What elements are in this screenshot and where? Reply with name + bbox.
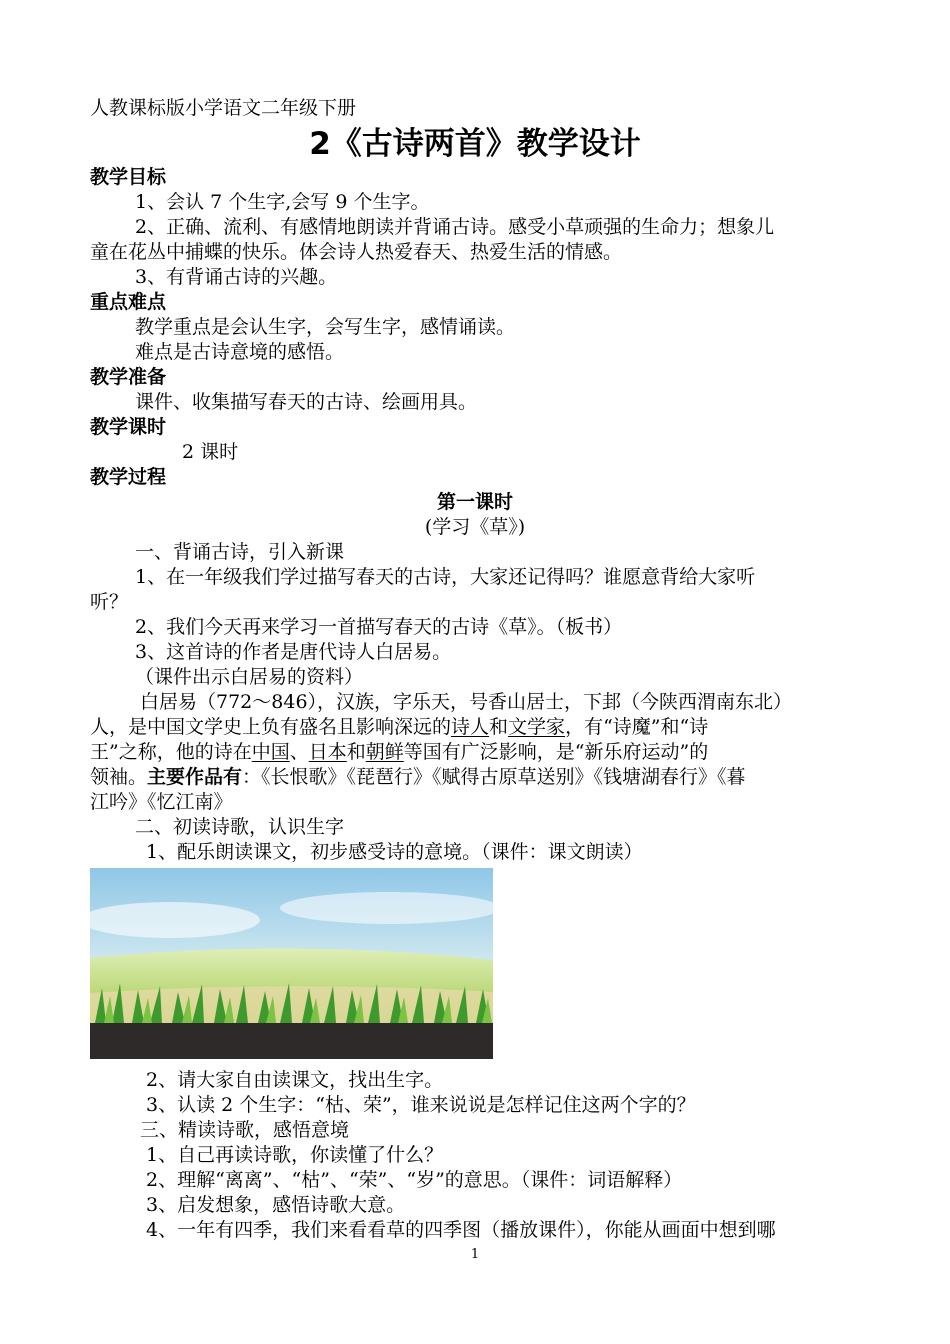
step-item: 1、在一年级我们学过描写春天的古诗，大家还记得吗？谁愿意背给大家听: [135, 566, 756, 588]
bio-text: 和: [346, 741, 366, 763]
step-item: 2、理解“离离”、“枯”、“荣”、“岁”的意思。（课件：词语解释）: [146, 1169, 683, 1191]
section-heading-key: 重点难点: [90, 291, 167, 313]
document-page-continued: [90, 1068, 860, 1243]
step-item: 1、自己再读诗歌，你读懂了什么？: [146, 1144, 444, 1166]
step-item: （课件出示白居易的资料）: [135, 666, 364, 688]
key-point: 难点是古诗意境的感悟。: [135, 341, 345, 363]
page-title: 2《古诗两首》教学设计: [309, 126, 641, 162]
step-item: 3、认读 2 个生字：“枯、荣”，谁来说说是怎样记住这两个字的？: [146, 1094, 696, 1116]
bio-text: ：《长恨歌》《琵琶行》《赋得古原草送别》《钱塘湖春行》《暮: [242, 766, 746, 788]
document-page: [90, 96, 860, 865]
step-item: 1、配乐朗读课文，初步感受诗的意境。（课件：课文朗读）: [146, 841, 643, 863]
bio-line: [90, 765, 860, 790]
section-heading-hours: 教学课时: [90, 416, 167, 438]
bio-line: [90, 715, 860, 740]
prep-item: 课件、收集描写春天的古诗、绘画用具。: [135, 391, 478, 413]
lesson-subtitle: (学习《草》): [424, 516, 526, 538]
step-item: 3、这首诗的作者是唐代诗人白居易。: [135, 641, 452, 663]
grass-scene-image: [90, 868, 493, 1059]
bio-text: 王”之称，他的诗在: [90, 741, 252, 763]
bio-line: 江吟》《忆江南》: [90, 791, 233, 813]
bio-line: 白居易（772～846），汉族，字乐天，号香山居士，下邽（今陕西渭南东北）: [140, 691, 793, 713]
goal-item-cont: 童在花丛中捕蝶的快乐。体会诗人热爱春天、热爱生活的情感。: [90, 241, 623, 263]
part-heading: 二、初读诗歌，认识生字: [135, 816, 345, 838]
section-heading-goals: 教学目标: [90, 166, 167, 188]
step-item: 2、我们今天再来学习一首描写春天的古诗《草》。（板书）: [135, 616, 623, 638]
step-item-cont: 听？: [90, 591, 129, 613]
step-item: 4、一年有四季，我们来看看草的四季图（播放课件），你能从画面中想到哪: [146, 1219, 776, 1241]
bio-text: 、: [289, 741, 309, 763]
document-header: 人教课标版小学语文二年级下册: [90, 97, 357, 119]
link-poet[interactable]: 诗人: [451, 716, 490, 738]
page-number: 1: [470, 1247, 480, 1262]
goal-item: 1、会认 7 个生字,会写 9 个生字。: [135, 191, 430, 213]
bio-bold-label: 主要作品有: [147, 766, 243, 788]
section-heading-process: 教学过程: [90, 466, 167, 488]
key-point: 教学重点是会认生字，会写生字，感情诵读。: [135, 316, 516, 338]
bio-text: 等国有广泛影响，是“新乐府运动”的: [403, 741, 709, 763]
step-item: 3、启发想象，感悟诗歌大意。: [146, 1194, 406, 1216]
step-item: 2、请大家自由读课文，找出生字。: [146, 1069, 444, 1091]
bio-text: 领袖。: [90, 766, 148, 788]
part-heading: 三、精读诗歌，感悟意境: [140, 1119, 350, 1141]
part-heading: 一、背诵古诗，引入新课: [135, 541, 345, 563]
bio-text: 和: [489, 716, 509, 738]
bio-text: 人，是中国文学史上负有盛名且影响深远的: [90, 716, 452, 738]
lesson-title: 第一课时: [436, 491, 513, 513]
hours-item: 2 课时: [182, 441, 239, 463]
bio-line: [90, 740, 860, 765]
goal-item: 3、有背诵古诗的兴趣。: [135, 266, 338, 288]
link-korea[interactable]: 朝鲜: [365, 741, 404, 763]
section-heading-prep: 教学准备: [90, 366, 167, 388]
bio-text: ，有“诗魔”和“诗: [565, 716, 709, 738]
link-china[interactable]: 中国: [251, 741, 290, 763]
goal-item: 2、正确、流利、有感情地朗读并背诵古诗。感受小草顽强的生命力；想象儿: [135, 216, 775, 238]
link-writer[interactable]: 文学家: [508, 716, 566, 738]
link-japan[interactable]: 日本: [308, 741, 347, 763]
